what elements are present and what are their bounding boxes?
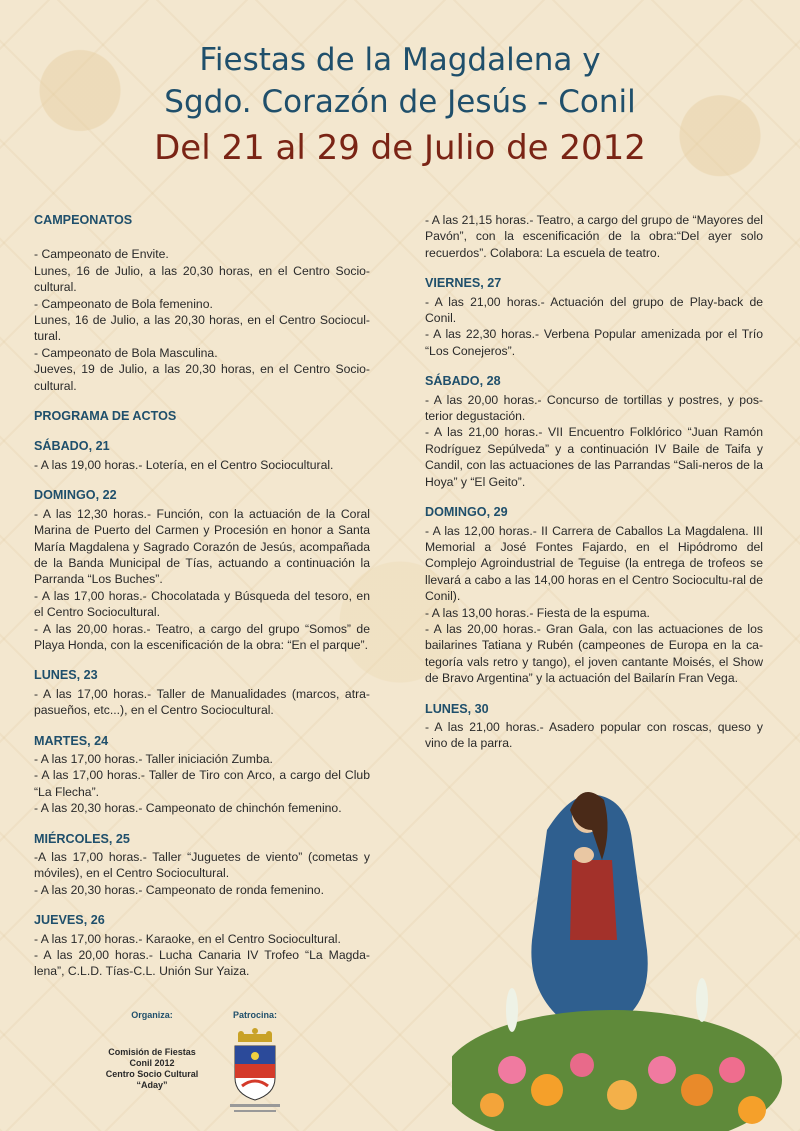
list-item: - A las 12,30 horas.- Función, con la actuación de la Coral Marina de Puerto del Carmen y Procesión en honor a Santa María Magdalena y Sagrado Corazón de Jesús, acompañada de la Banda Municipal de Tías, actuando a continuación la Parranda “Los Buches”. xyxy=(34,506,370,587)
section-heading: CAMPEONATOS xyxy=(34,213,133,227)
patrocina-label: Patrocina: xyxy=(232,1010,277,1020)
list-item: - A las 21,00 horas.- VII Encuentro Folklórico “Juan Ramón Rodríguez Sepúlveda” y a continuación IV Baile de Taifa y Candil, con las actuaciones de las Parrandas “Sali-neros de la Hoya” y “El Geito”. xyxy=(425,425,763,489)
day-section-sabado-21 xyxy=(34,438,370,473)
day-section-miercoles-25 xyxy=(34,831,370,899)
list-item: - A las 22,30 horas.- Verbena Popular amenizada por el Trío “Los Conejeros”. xyxy=(425,327,763,358)
day-heading: LUNES, 23 xyxy=(34,668,98,683)
day-heading: DOMINGO, 22 xyxy=(34,488,117,503)
patrocina-block xyxy=(222,1010,288,1020)
list-item: Jueves, 19 de Julio, a las 20,30 horas, en el Centro Socio-cultural. xyxy=(34,362,370,393)
list-item: - A las 13,00 horas.- Fiesta de la espuma. xyxy=(425,605,650,620)
day-section-jueves-26 xyxy=(34,912,370,980)
robe-red xyxy=(570,860,617,940)
day-section-domingo-22 xyxy=(34,487,370,653)
organiza-line: “Aday” xyxy=(136,1080,168,1090)
list-item: - A las 21,15 horas.- Teatro, a cargo del grupo de “Mayores del Pavón”, con la escenificación de la obra:“Del ayer solo recuerdos”. Colabora: La escuela de teatro. xyxy=(425,213,763,260)
day-heading: VIERNES, 27 xyxy=(425,276,502,291)
programa-heading-section xyxy=(34,408,370,424)
list-item: Lunes, 16 de Julio, a las 20,30 horas, en el Centro Sociocul-tural. xyxy=(34,313,370,344)
list-item: - A las 21,00 horas.- Asadero popular con roscas, queso y vino de la parra. xyxy=(425,719,763,751)
list-item: - A las 12,00 horas.- II Carrera de Caballos La Magdalena. III Memorial a José Fontes Fajardo, en el Hipódromo del Complejo Agroindustrial de Teguise (la entrega de trofeos se llevará a cabo a las 14,00 horas en el Centro Sociocultu-ral de Conil). xyxy=(425,523,763,604)
day-heading: JUEVES, 26 xyxy=(34,913,105,928)
list-item: - A las 20,30 horas.- Campeonato de chinchón femenino. xyxy=(34,801,342,816)
day-section-lunes-30 xyxy=(425,701,763,752)
organiza-line: Centro Socio Cultural xyxy=(105,1069,199,1079)
municipal-crest-icon xyxy=(226,1028,284,1120)
list-item: - A las 20,00 horas.- Concurso de tortillas y postres, y pos-terior degustación. xyxy=(425,392,763,424)
organiza-line: Conil 2012 xyxy=(129,1058,175,1068)
list-item: - A las 17,00 horas.- Taller iniciación Zumba. xyxy=(34,751,273,766)
day-heading: SÁBADO, 21 xyxy=(34,439,110,454)
hands-shape xyxy=(574,847,594,863)
day-heading: LUNES, 30 xyxy=(425,701,489,716)
organiza-block xyxy=(97,1010,207,1091)
list-item: - A las 17,00 horas.- Taller de Manualidades (marcos, atra-pasueños, etc...), en el Centro Sociocultural. xyxy=(34,686,370,718)
campeonatos-section xyxy=(34,212,370,394)
list-item: - Campeonato de Envite. xyxy=(34,247,169,262)
list-item: - A las 21,00 horas.- Actuación del grupo de Play-back de Conil. xyxy=(425,294,763,326)
list-item: -A las 17,00 horas.- Taller “Juguetes de viento” (cometas y móviles), en el Centro Sociocultural. xyxy=(34,850,370,881)
list-item: - A las 20,00 horas.- Gran Gala, con las actuaciones de los bailarines Tatiana y Rubén (campeones de Europa en la ca-tegoría vals retro y tango), el joven cantante Moisés, el Show de Bravo Argentina” y la actuación del Bailarín Fran Vega. xyxy=(425,621,763,686)
list-item: - A las 17,00 horas.- Chocolatada y Búsqueda del tesoro, en el Centro Sociocultural. xyxy=(34,588,370,620)
list-item: - A las 19,00 horas.- Lotería, en el Centro Sociocultural. xyxy=(34,457,334,472)
list-item: - A las 20,00 horas.- Teatro, a cargo del grupo “Somos” de Playa Honda, con la escenificación de la obra: “En el parque”. xyxy=(34,621,370,652)
title-line-1: Fiestas de la Magdalena y xyxy=(199,42,601,78)
day-section-lunes-23 xyxy=(34,667,370,718)
right-column xyxy=(425,212,763,752)
right-intro-section xyxy=(425,212,763,261)
day-heading: MIÉRCOLES, 25 xyxy=(34,831,130,846)
organiza-line: Comisión de Fiestas xyxy=(108,1047,196,1057)
list-item: Lunes, 16 de Julio, a las 20,30 horas, en el Centro Socio-cultural. xyxy=(34,263,370,295)
day-heading: SÁBADO, 28 xyxy=(425,374,501,389)
organiza-label: Organiza: xyxy=(131,1010,173,1020)
day-section-domingo-29 xyxy=(425,504,763,686)
left-column xyxy=(34,212,370,980)
day-heading: DOMINGO, 29 xyxy=(425,505,508,520)
crown-icon xyxy=(238,1028,272,1042)
day-heading: MARTES, 24 xyxy=(34,733,109,748)
title-dates: Del 21 al 29 de Julio de 2012 xyxy=(154,128,646,168)
day-section-sabado-28 xyxy=(425,373,763,490)
day-section-viernes-27 xyxy=(425,275,763,359)
title-line-2: Sgdo. Corazón de Jesús - Conil xyxy=(164,84,636,120)
day-section-martes-24 xyxy=(34,733,370,817)
list-item: - Campeonato de Bola femenino. xyxy=(34,296,213,311)
programa-heading: PROGRAMA DE ACTOS xyxy=(34,409,177,424)
list-item: - A las 17,00 horas.- Karaoke, en el Centro Sociocultural. xyxy=(34,931,341,946)
virgin-statue-illustration xyxy=(452,770,782,1131)
list-item: - A las 20,00 horas.- Lucha Canaria IV Trofeo “La Magda-lena”, C.L.D. Tías-C.L. Unión Sur Yaiza. xyxy=(34,948,370,979)
list-item: - Campeonato de Bola Masculina. xyxy=(34,345,218,360)
list-item: - A las 20,30 horas.- Campeonato de ronda femenino. xyxy=(34,882,324,897)
list-item: - A las 17,00 horas.- Taller de Tiro con Arco, a cargo del Club “La Flecha”. xyxy=(34,768,370,799)
